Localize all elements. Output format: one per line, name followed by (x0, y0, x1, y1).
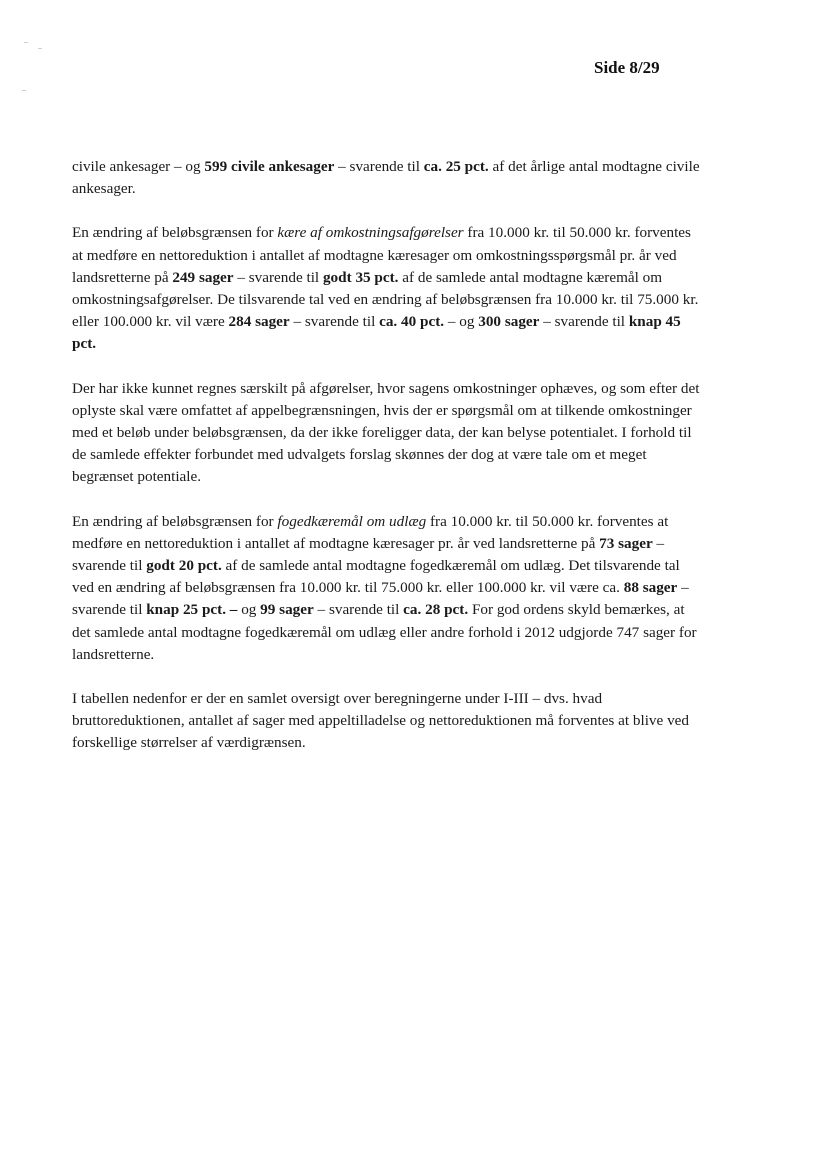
bold-run: ca. 25 pct. (423, 158, 489, 175)
paragraph-civil-appeals (72, 156, 702, 200)
page-number: Side 8/29 (594, 58, 660, 77)
paragraph-bailiff-appeals (72, 511, 702, 666)
text-run: – svarende til (72, 534, 665, 575)
body-text (72, 156, 702, 777)
text-run: – svarende til (313, 601, 404, 619)
paragraph-cost-decisions (72, 222, 702, 355)
text-run: af de samlede antal modtagne kæremål om omkostningsafgørelser. De tilsvarende tal ved en ændring af beløbsgrænsen fra 10.000 kr. til 75.000 kr. eller 100.000 kr. vil være (72, 268, 699, 331)
text-run: af det årlige antal modtagne civile ankesager. (72, 158, 700, 198)
text-run: fra 10.000 kr. til 50.000 kr. forventes at medføre en nettoreduktion i antallet af modtagne kæresager om omkostningsspørgsmål pr. år ved landsretterne på (72, 224, 691, 286)
text-run: fra 10.000 kr. til 50.000 kr. forventes at medføre en nettoreduktion i antallet af modtagne kæresager pr. år ved landsretterne på (72, 512, 669, 552)
bold-run: 73 sager (599, 534, 653, 552)
bold-run: ca. 40 pct. (379, 313, 445, 331)
text-run: For god ordens skyld bemærkes, at det samlede antal modtagne fogedkæremål om udlæg eller andre forhold i 2012 udgjorde 747 sager for landsretterne. (72, 601, 697, 663)
bold-run: 284 sager (228, 313, 290, 331)
text-run: af de samlede antal modtagne fogedkæremål om udlæg. Det tilsvarende tal ved en ændring af beløbsgrænsen fra 10.000 kr. til 75.000 kr. eller 100.000 kr. vil være ca. (72, 557, 680, 597)
paragraph-cost-abolition (72, 378, 702, 489)
text-run: – svarende til (233, 268, 323, 286)
italic-run: fogedkæremål om udlæg (277, 512, 427, 530)
bold-run: 599 civile ankesager (204, 158, 335, 175)
text-run: og (237, 601, 261, 619)
text-run: I tabellen nedenfor er der en samlet oversigt over beregningerne under I-III – dvs. hvad bruttoreduktionen, antallet af sager med appeltilladelse og nettoreduktionen må forventes at blive ved forskellige størrelser af værdigrænsen. (72, 690, 689, 752)
italic-run: kære af omkostningsafgørelser (277, 224, 464, 242)
bold-run: 249 sager (172, 268, 234, 286)
scan-speck (22, 90, 26, 91)
text-run: – svarende til (72, 579, 689, 619)
text-run: civile ankesager – og (72, 158, 205, 175)
bold-run: 88 sager (623, 579, 678, 597)
text-run: En ændring af beløbsgrænsen for (72, 224, 278, 242)
bold-run: ca. 28 pct. (403, 601, 469, 619)
bold-run: godt 35 pct. (322, 268, 399, 286)
bold-run: godt 20 pct. (146, 557, 222, 575)
text-run: – svarende til (289, 313, 380, 331)
bold-run: 99 sager (260, 601, 314, 619)
text-run: – svarende til (539, 313, 629, 331)
bold-run: knap 25 pct. – (146, 601, 238, 619)
scan-speck (38, 48, 42, 49)
scan-speck (24, 42, 28, 43)
bold-run: 300 sager (478, 313, 540, 331)
text-run: – og (444, 313, 479, 331)
text-run: En ændring af beløbsgrænsen for (72, 512, 278, 530)
text-run: – svarende til (334, 158, 424, 175)
text-run: Der har ikke kunnet regnes særskilt på afgørelser, hvor sagens omkostninger ophæves, og som efter det oplyste skal være omfattet af appelbegrænsningen, hvis der er spørgsmål om at tilkende omkostninger med et beløb under beløbsgrænsen, da der ikke foreligger data, der kan belyse potentialet. I forhold til de samlede effekter forbundet med udvalgets forslag skønnes der dog at være tale om et meget begrænset potentiale. (72, 379, 700, 486)
bold-run: knap 45 pct. (72, 313, 681, 353)
paragraph-table-intro (72, 688, 702, 755)
